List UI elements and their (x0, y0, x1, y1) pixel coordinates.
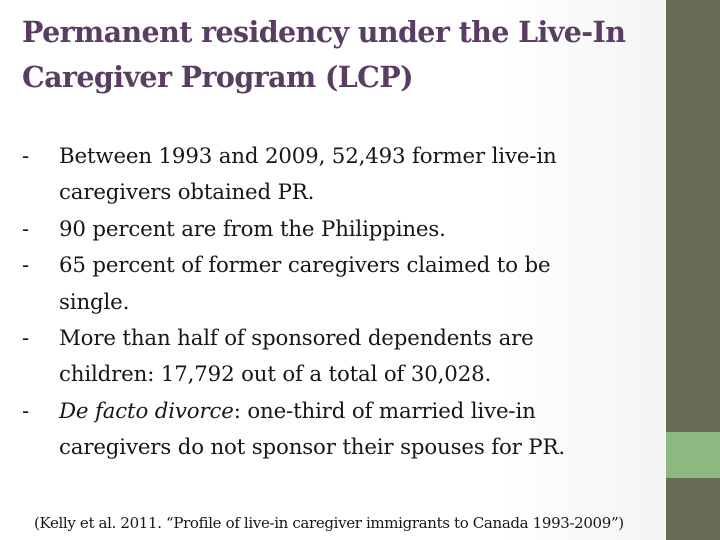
bullet-text (59, 248, 652, 321)
bullet-line: Between 1993 and 2009, 52,493 former live-in (59, 144, 557, 169)
slide-title (22, 10, 652, 100)
bullet-line: 90 percent are from the Philippines. (59, 216, 446, 242)
citation: (Kelly et al. 2011. “Profile of live-in caregiver immigrants to Canada 1993-2009”) (34, 514, 624, 532)
bullet-line: children: 17,792 out of a total of 30,028. (59, 362, 492, 388)
bullet-list (22, 139, 652, 467)
bullet-italic-lead: De facto divorce (59, 398, 234, 424)
bullet-line: More than half of sponsored dependents are (59, 326, 534, 352)
bullet-line (59, 394, 652, 430)
bullet-line: caregivers do not sponsor their spouses for PR. (59, 435, 565, 461)
bullet-item (22, 321, 652, 394)
bullet-dash: - (22, 144, 30, 169)
bullet-item (22, 139, 652, 212)
bullet-text (59, 321, 652, 394)
bullet-dash: - (22, 326, 30, 352)
title-line: Caregiver Program (LCP) (22, 60, 413, 94)
bullet-text (59, 394, 652, 467)
bullet-text (59, 212, 652, 248)
bullet-dash: - (22, 398, 30, 424)
bullet-line: 65 percent of former caregivers claimed to be (59, 253, 551, 279)
bullet-text (59, 139, 652, 212)
bullet-line: caregivers obtained PR. (59, 180, 315, 206)
bullet-item (22, 212, 652, 248)
bullet-item (22, 394, 652, 467)
side-accent-block (666, 432, 720, 478)
bullet-line: single. (59, 289, 130, 315)
title-line: Permanent residency under the Live-In (22, 15, 626, 49)
bullet-dash: - (22, 253, 30, 279)
bullet-line-rest: : one-third of married live-in (233, 398, 536, 424)
bullet-dash: - (22, 216, 30, 242)
bullet-item (22, 248, 652, 321)
